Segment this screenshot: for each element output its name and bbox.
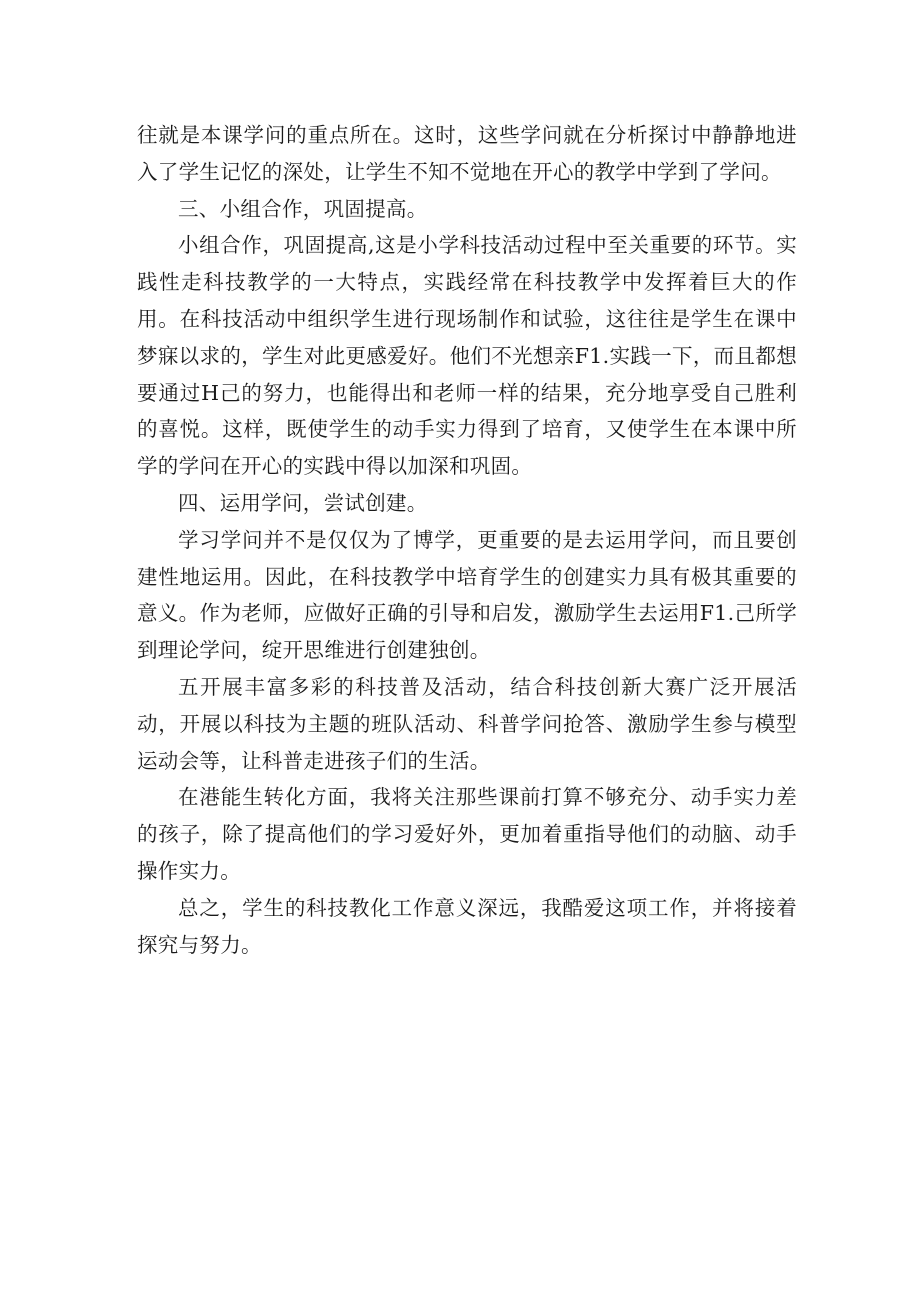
section-heading-3: 三、小组合作，巩固提高。 — [178, 196, 428, 221]
paragraph: 在港能生转化方面，我将关注那些课前打算不够充分、动手实力差的孩子，除了提高他们的学习爱好外，更加着重指导他们的动脑、动手操作实力。 — [137, 785, 797, 883]
section-heading-4: 四、运用学问，尝试创建。 — [178, 490, 428, 515]
paragraph: 学习学问并不是仅仅为了博学，更重要的是去运用学问，而且要创建性地运用。因此，在科技教学中培育学生的创建实力具有极其重要的意义。作为老师，应做好正确的引导和启发，激励学生去运用F1.己所学到理论学问，绽开思维进行创建独创。 — [137, 527, 797, 663]
paragraph: 小组合作，巩固提高,这是小学科技活动过程中至关重要的环节。实践性走科技教学的一大特点，实践经常在科技教学中发挥着巨大的作用。在科技活动中组织学生进行现场制作和试验，这往往是学生在课中梦寐以求的，学生对此更感爱好。他们不光想亲F1.实践一下，而且都想要通过H己的努力，也能得出和老师一样的结果，充分地享受自己胜利的喜悦。这样，既使学生的动手实力得到了培育，又使学生在本课中所学的学问在开心的实践中得以加深和巩固。 — [137, 233, 797, 479]
paragraph: 五开展丰富多彩的科技普及活动，结合科技创新大赛广泛开展活动，开展以科技为主题的班队活动、科普学问抢答、激励学生参与模型运动会等，让科普走进孩子们的生活。 — [137, 674, 797, 773]
paragraph-conclusion: 总之，学生的科技教化工作意义深远，我酷爱这项工作，并将接着探究与努力。 — [137, 895, 797, 957]
paragraph-continuation: 往就是本课学问的重点所在。这时，这些学问就在分析探讨中静静地进入了学生记忆的深处，让学生不知不觉地在开心的教学中学到了学问。 — [137, 123, 797, 184]
document-body — [137, 117, 797, 963]
